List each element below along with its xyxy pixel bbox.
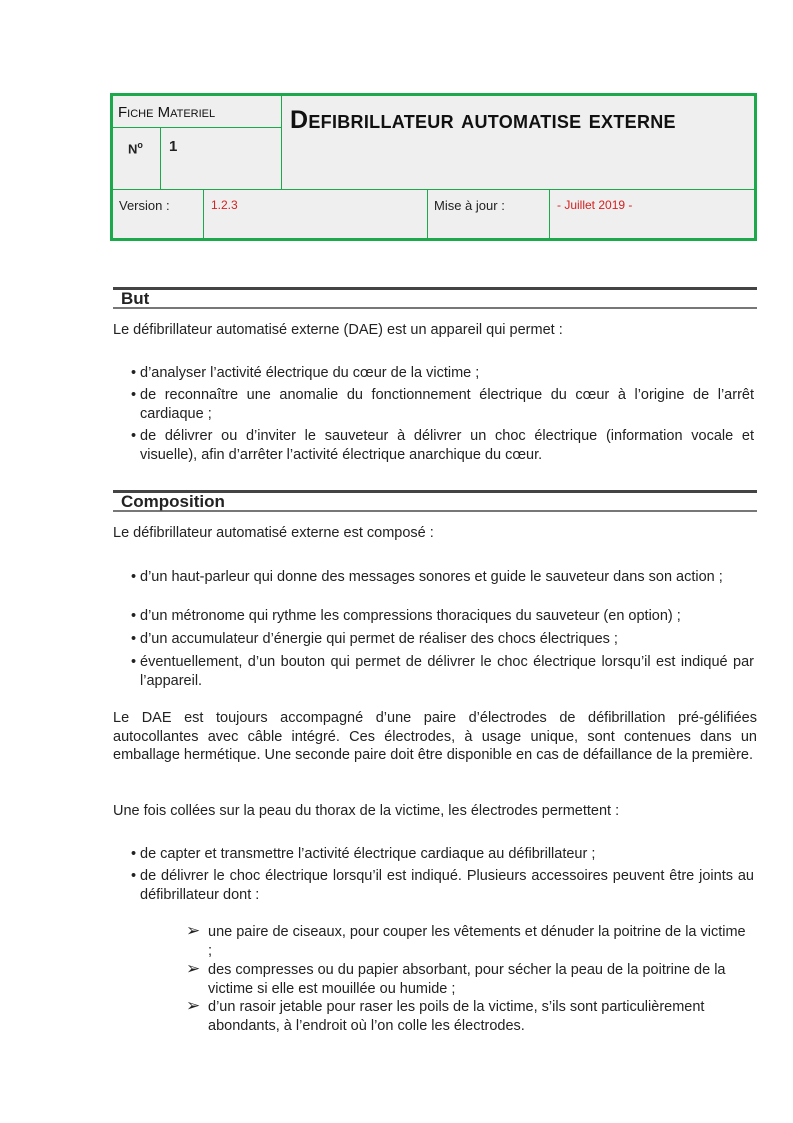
bullet-icon: • [131,846,137,862]
title-cell [282,96,754,189]
update-label: Mise à jour : [434,198,505,213]
update-value: - Juillet 2019 - [557,198,633,212]
list-item: • de capter et transmettre l’activité électrique cardiaque au défibrillateur ; [131,846,596,862]
number-value-cell [161,128,282,189]
section-title-composition: Composition [121,492,225,511]
fiche-label: Fiche Materiel [118,104,216,121]
composition-intro: Le défibrillateur automatisé externe est composé : [113,525,434,541]
list-item: • de délivrer ou d’inviter le sauveteur à délivrer un choc électrique (information vocale et visuelle), afin d’arrêter l’activité électrique anarchique du cœur. [131,428,754,463]
bullet-icon: • [131,428,137,444]
bullet-icon: • [131,631,137,647]
list-item: • d’un métronome qui rythme les compressions thoraciques du sauveteur (en option) ; [131,608,681,624]
section-heading-but [113,287,757,309]
version-value-cell [204,189,428,238]
bullet-icon: • [131,608,137,624]
composition-paragraph-1: Le DAE est toujours accompagné d’une paire d’électrodes de défibrillation pré-gélifiées autocollantes avec câble intégré. Ces électrodes, à usage unique, sont contenues dans un emballage hermétique. Une seconde paire doit être disponible en cas de défaillance de la première. [113,710,757,763]
list-item: • d’un accumulateur d’énergie qui permet de réaliser des chocs électriques ; [131,631,618,647]
number-label-cell [113,128,161,189]
bullet-icon: • [131,387,137,403]
bullet-icon: • [131,569,137,585]
sub-list-item: ➢ une paire de ciseaux, pour couper les vêtements et dénuder la poitrine de la victime ; [186,921,746,959]
fiche-cell [113,96,282,128]
section-heading-composition [113,490,757,512]
list-item: • éventuellement, d’un bouton qui permet de délivrer le choc électrique lorsqu’il est indiqué par l’appareil. [131,654,754,689]
list-item: • d’analyser l’activité électrique du cœur de la victime ; [131,365,480,381]
sub-list-item: ➢ d’un rasoir jetable pour raser les poils de la victime, s’ils sont particulièrement abondants, à l’endroit où l’on colle les électrodes. [186,996,705,1034]
composition-paragraph-2: Une fois collées sur la peau du thorax de la victime, les électrodes permettent : [113,803,620,819]
list-item: • de reconnaître une anomalie du fonctionnement électrique du cœur à l’origine de l’arrêt cardiaque ; [131,387,754,422]
number-value: 1 [169,138,178,155]
update-value-cell [550,189,754,238]
arrow-icon: ➢ [186,996,201,1015]
number-label: $N^o$ [128,140,143,157]
version-value: 1.2.3 [211,198,238,212]
update-label-cell [428,189,550,238]
document-title: Defibrillateur automatise externe [290,106,676,134]
but-intro: Le défibrillateur automatisé externe (DAE) est un appareil qui permet : [113,322,563,338]
bullet-icon: • [131,654,137,670]
version-label-cell [113,189,204,238]
bullet-icon: • [131,868,137,884]
arrow-icon: ➢ [186,921,201,940]
bullet-icon: • [131,365,137,381]
sub-list-item: ➢ des compresses ou du papier absorbant, pour sécher la peau de la poitrine de la victime si elle est mouillée ou humide ; [186,959,726,997]
header-box [110,93,757,241]
section-title-but: But [121,289,150,308]
version-label: Version : [119,198,170,213]
list-item: • d’un haut-parleur qui donne des messages sonores et guide le sauveteur dans son action ; [131,569,723,585]
arrow-icon: ➢ [186,959,201,978]
list-item: • de délivrer le choc électrique lorsqu’il est indiqué. Plusieurs accessoires peuvent être joints au défibrillateur dont : [131,868,754,903]
